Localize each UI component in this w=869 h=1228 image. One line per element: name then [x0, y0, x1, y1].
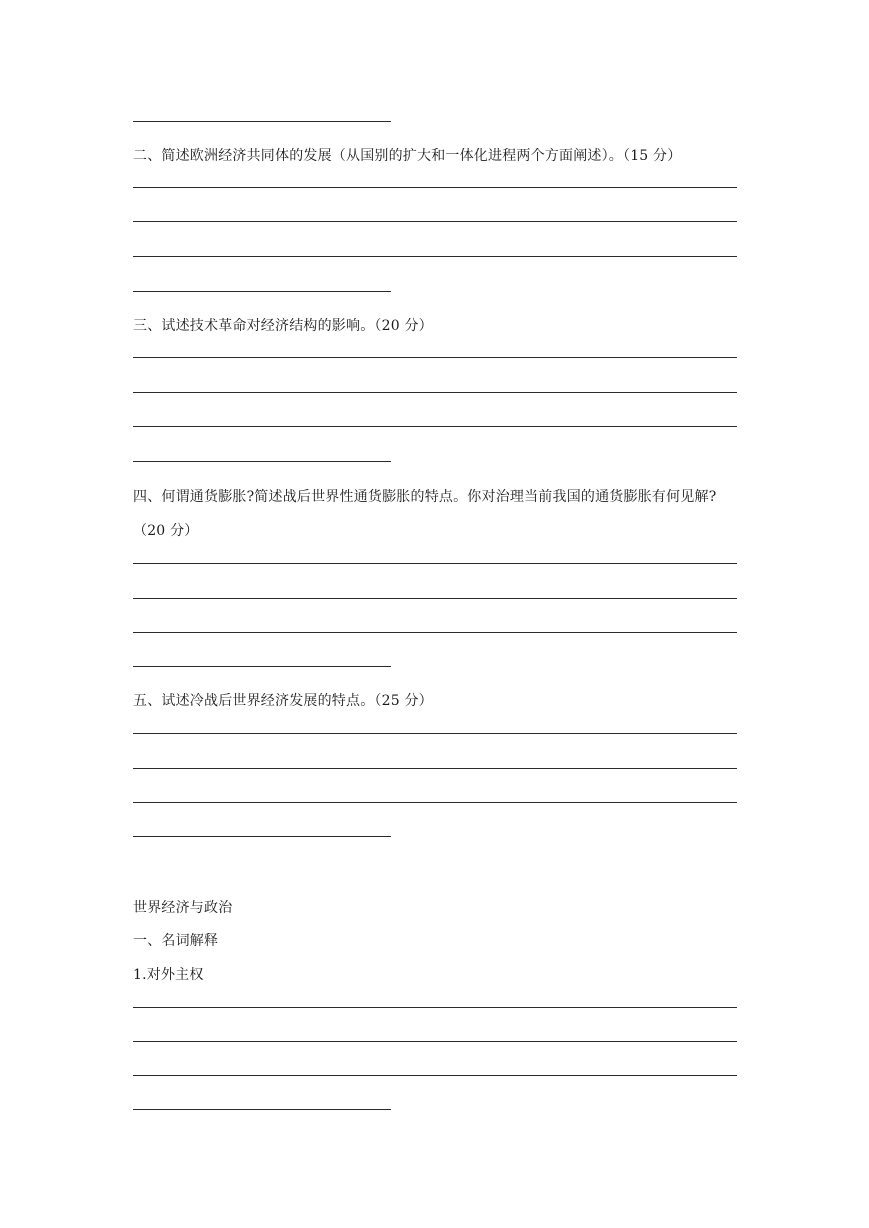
question-3: 三、试述技术革命对经济结构的影响。（20 分） — [133, 318, 433, 334]
answer-line — [133, 733, 737, 734]
answer-line — [133, 1041, 737, 1042]
answer-line — [133, 461, 391, 462]
question-5: 五、试述冷战后世界经济发展的特点。（25 分） — [133, 693, 433, 709]
answer-line — [133, 426, 737, 427]
answer-line — [133, 768, 737, 769]
section-title: 世界经济与政治 — [133, 900, 233, 916]
answer-line — [133, 256, 737, 257]
answer-line — [133, 598, 737, 599]
question-2: 二、简述欧洲经济共同体的发展（从国别的扩大和一体化进程两个方面阐述）。（15 分） — [133, 148, 682, 164]
question-4: 四、何谓通货膨胀?简述战后世界性通货膨胀的特点。你对治理当前我国的通货膨胀有何见解?（20 分） — [133, 489, 717, 539]
part-heading: 一、名词解释 — [133, 933, 219, 949]
answer-line — [133, 357, 737, 358]
answer-line — [133, 836, 391, 837]
answer-line — [133, 802, 737, 803]
answer-line — [133, 392, 737, 393]
answer-line — [133, 291, 391, 292]
answer-line — [133, 221, 737, 222]
answer-line — [133, 187, 737, 188]
answer-line — [133, 121, 391, 122]
answer-line — [133, 666, 391, 667]
answer-line — [133, 1075, 737, 1076]
answer-line — [133, 1007, 737, 1008]
answer-line — [133, 632, 737, 633]
answer-line — [133, 563, 737, 564]
answer-line — [133, 1109, 391, 1110]
term-item-1: 1.对外主权 — [133, 967, 204, 983]
